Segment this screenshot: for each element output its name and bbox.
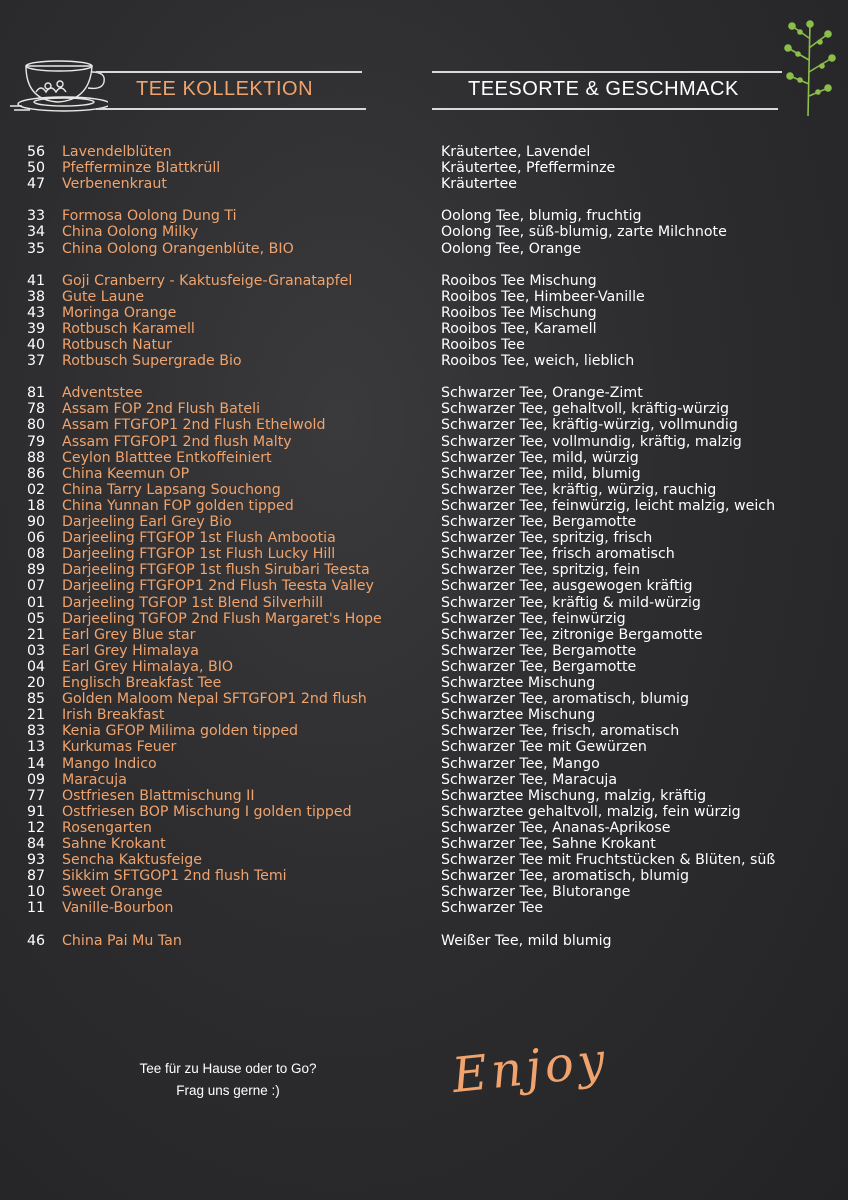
tea-row (0, 208, 848, 224)
tea-name: China Tarry Lapsang Souchong (62, 481, 281, 498)
tea-name: Darjeeling FTGFOP 1st Flush Ambootia (62, 530, 336, 547)
tea-name: Assam FOP 2nd Flush Bateli (62, 401, 261, 418)
tea-name: Formosa Oolong Dung Ti (62, 208, 237, 225)
tea-description: Schwarzer Tee, Maracuja (441, 771, 618, 788)
tea-row (0, 562, 848, 578)
tea-row (0, 707, 848, 723)
tea-description: Schwarzer Tee, feinwürzig (441, 610, 626, 627)
tea-name: Sweet Orange (62, 884, 163, 901)
tea-row (0, 482, 848, 498)
tea-name: China Keemun OP (62, 465, 190, 482)
tea-number: 06 (26, 530, 45, 547)
tea-description: Schwarzer Tee, frisch aromatisch (441, 546, 675, 563)
tea-description: Rooibos Tee Mischung (441, 272, 597, 289)
tea-number: 14 (26, 755, 45, 772)
tea-name: Darjeeling Earl Grey Bio (62, 514, 232, 530)
tea-number: 39 (26, 320, 45, 337)
tea-name: Goji Cranberry - Kaktusfeige-Granatapfel (62, 272, 353, 289)
tea-description: Rooibos Tee Mischung (441, 304, 597, 321)
tea-description: Schwarztee Mischung, malzig, kräftig (441, 787, 707, 804)
tea-description: Rooibos Tee, Himbeer-Vanille (441, 288, 645, 305)
tea-collection-heading: TEE KOLLEKTION (136, 78, 314, 100)
tea-name: Golden Maloom Nepal SFTGFOP1 2nd flush (62, 691, 367, 708)
tea-number: 90 (26, 514, 45, 530)
tea-name: Mango Indico (62, 755, 157, 772)
tea-description: Rooibos Tee (441, 337, 525, 353)
tea-row (0, 933, 848, 949)
tea-row (0, 144, 848, 160)
tea-description: Schwarzer Tee, mild, würzig (441, 449, 639, 466)
tea-description: Schwarzer Tee, ausgewogen kräftig (441, 578, 693, 595)
tea-row (0, 434, 848, 450)
tea-description: Schwarzer Tee, vollmundig, kräftig, malzig (441, 433, 742, 450)
tea-name: Ceylon Blatttee Entkoffeiniert (62, 449, 272, 466)
tea-number: 38 (26, 288, 45, 305)
tea-name: Assam FTGFOP1 2nd Flush Ethelwold (62, 417, 326, 434)
tea-number: 05 (26, 610, 45, 627)
header-rule-right (432, 71, 782, 73)
tea-number: 21 (26, 707, 45, 724)
header-rule-left-bottom (96, 108, 366, 110)
tea-description: Kräutertee, Pfefferminze (441, 160, 616, 177)
footer-line-1: Tee für zu Hause oder to Go? (139, 1061, 317, 1076)
tea-number: 81 (26, 385, 45, 402)
tea-row (0, 884, 848, 900)
tea-description: Schwarzer Tee, gehaltvoll, kräftig-würzig (441, 401, 730, 418)
tea-description: Schwarzer Tee, frisch, aromatisch (441, 723, 680, 740)
tea-name: Earl Grey Blue star (62, 626, 196, 643)
tea-row (0, 450, 848, 466)
tea-number: 85 (26, 691, 45, 708)
tea-number: 78 (26, 401, 45, 418)
tea-number: 12 (26, 819, 45, 836)
tea-name: Lavendelblüten (62, 144, 172, 160)
tea-description: Schwarztee Mischung (441, 707, 596, 724)
tea-description: Schwarzer Tee, zitronige Bergamotte (441, 626, 703, 643)
tea-number: 01 (26, 594, 45, 611)
tea-number: 43 (26, 304, 45, 321)
tea-row (0, 659, 848, 675)
tea-name: Sencha Kaktusfeige (62, 852, 203, 869)
tea-description: Schwarzer Tee, Bergamotte (441, 658, 637, 675)
tea-name: Darjeeling TGFOP 2nd Flush Margaret's Hope (62, 610, 382, 627)
tea-name: Darjeeling TGFOP 1st Blend Silverhill (62, 594, 324, 611)
herb-sprig-icon (778, 18, 840, 118)
tea-row (0, 224, 848, 240)
tea-number: 91 (26, 803, 45, 820)
tea-description: Schwarzer Tee, Mango (441, 755, 600, 772)
tea-row (0, 417, 848, 433)
tea-name: Adventstee (62, 385, 143, 402)
tea-description: Schwarzer Tee, Orange-Zimt (441, 385, 643, 402)
tea-description: Rooibos Tee, weich, lieblich (441, 353, 635, 370)
tea-number: 87 (26, 868, 45, 885)
tea-number: 08 (26, 546, 45, 563)
tea-number: 50 (26, 160, 45, 177)
tea-description: Schwarztee gehaltvoll, malzig, fein würzig (441, 803, 741, 820)
tea-row (0, 788, 848, 804)
tea-name: Gute Laune (62, 288, 145, 305)
tea-name: Darjeeling FTGFOP 1st flush Sirubari Teesta (62, 562, 370, 579)
tea-description: Schwarzer Tee, Bergamotte (441, 514, 637, 530)
tea-number: 11 (26, 900, 45, 917)
tea-number: 46 (26, 932, 45, 949)
tea-name: Pfefferminze Blattkrüll (62, 160, 221, 177)
tea-description: Schwarztee Mischung (441, 675, 596, 691)
tea-name: China Oolong Orangenblüte, BIO (62, 240, 294, 257)
tea-description: Schwarzer Tee, Blutorange (441, 884, 631, 901)
tea-description: Oolong Tee, süß-blumig, zarte Milchnote (441, 224, 727, 241)
footer-note (100, 1058, 356, 1102)
tea-name: Darjeeling FTGFOP 1st Flush Lucky Hill (62, 546, 336, 563)
tea-number: 40 (26, 337, 45, 353)
tea-row (0, 514, 848, 530)
tea-name: Englisch Breakfast Tee (62, 675, 222, 691)
tea-name: Moringa Orange (62, 304, 177, 321)
tea-number: 10 (26, 884, 45, 901)
tea-number: 79 (26, 433, 45, 450)
tea-name: Earl Grey Himalaya (62, 642, 199, 659)
tea-name: Rosengarten (62, 819, 152, 836)
tea-row (0, 836, 848, 852)
tea-row (0, 868, 848, 884)
tea-number: 93 (26, 852, 45, 869)
tea-description: Kräutertee (441, 176, 517, 193)
tea-number: 56 (26, 144, 45, 160)
tea-row (0, 353, 848, 369)
tea-row (0, 160, 848, 176)
tea-number: 84 (26, 836, 45, 852)
tea-description: Oolong Tee, Orange (441, 240, 582, 257)
tea-row (0, 578, 848, 594)
tea-row (0, 723, 848, 739)
tea-name: Sikkim SFTGOP1 2nd flush Temi (62, 868, 287, 885)
tea-description: Schwarzer Tee, Ananas-Aprikose (441, 819, 671, 836)
tea-description: Schwarzer Tee, spritzig, fein (441, 562, 640, 579)
tea-description: Oolong Tee, blumig, fruchtig (441, 208, 642, 225)
tea-name: Rotbusch Karamell (62, 320, 195, 337)
tea-number: 35 (26, 240, 45, 257)
tea-number: 77 (26, 787, 45, 804)
tea-row (0, 289, 848, 305)
tea-description: Schwarzer Tee, kräftig, würzig, rauchig (441, 481, 717, 498)
tea-number: 04 (26, 658, 45, 675)
tea-number: 09 (26, 771, 45, 788)
tea-row (0, 466, 848, 482)
tea-name: China Pai Mu Tan (62, 932, 182, 949)
tea-description: Schwarzer Tee, spritzig, frisch (441, 530, 653, 547)
tea-number: 83 (26, 723, 45, 740)
tea-description: Schwarzer Tee (441, 900, 544, 917)
tea-name: Earl Grey Himalaya, BIO (62, 658, 234, 675)
tea-row (0, 401, 848, 417)
tea-description: Schwarzer Tee mit Fruchtstücken & Blüten, süß (441, 852, 776, 869)
tea-row (0, 643, 848, 659)
tea-name: China Yunnan FOP golden tipped (62, 497, 294, 514)
tea-type-flavor-heading: TEESORTE & GESCHMACK (468, 78, 739, 100)
tea-row (0, 756, 848, 772)
tea-description: Weißer Tee, mild blumig (441, 932, 612, 949)
tea-name: Rotbusch Supergrade Bio (62, 353, 242, 370)
tea-row (0, 498, 848, 514)
footer-line-2: Frag uns gerne :) (176, 1083, 280, 1098)
tea-name: Verbenenkraut (62, 176, 167, 193)
header-rule-left (96, 71, 362, 73)
tea-row (0, 804, 848, 820)
tea-description: Schwarzer Tee, kräftig-würzig, vollmundig (441, 417, 738, 434)
tea-name: Kurkumas Feuer (62, 739, 177, 756)
tea-number: 33 (26, 208, 45, 225)
tea-description: Schwarzer Tee, kräftig & mild-würzig (441, 594, 701, 611)
teacup-icon (8, 56, 108, 116)
tea-number: 07 (26, 578, 45, 595)
tea-row (0, 739, 848, 755)
tea-row (0, 611, 848, 627)
tea-number: 34 (26, 224, 45, 241)
tea-number: 21 (26, 626, 45, 643)
tea-number: 18 (26, 497, 45, 514)
tea-row (0, 241, 848, 257)
tea-row (0, 546, 848, 562)
tea-description: Schwarzer Tee mit Gewürzen (441, 739, 647, 756)
tea-row (0, 385, 848, 401)
tea-number: 20 (26, 675, 45, 691)
tea-number: 47 (26, 176, 45, 193)
tea-name: Ostfriesen BOP Mischung I golden tipped (62, 803, 352, 820)
tea-number: 02 (26, 481, 45, 498)
tea-name: Darjeeling FTGFOP1 2nd Flush Teesta Valley (62, 578, 374, 595)
tea-row (0, 675, 848, 691)
tea-name: Sahne Krokant (62, 836, 166, 852)
tea-name: Rotbusch Natur (62, 337, 172, 353)
header-rule-right-bottom (432, 108, 778, 110)
tea-number: 88 (26, 449, 45, 466)
tea-description: Schwarzer Tee, feinwürzig, leicht malzig, weich (441, 497, 776, 514)
tea-description: Schwarzer Tee, aromatisch, blumig (441, 691, 690, 708)
tea-row (0, 337, 848, 353)
tea-row (0, 772, 848, 788)
tea-description: Schwarzer Tee, mild, blumig (441, 465, 641, 482)
tea-number: 37 (26, 353, 45, 370)
tea-name: Kenia GFOP Milima golden tipped (62, 723, 299, 740)
tea-row (0, 305, 848, 321)
tea-number: 80 (26, 417, 45, 434)
tea-description: Kräutertee, Lavendel (441, 144, 591, 160)
tea-row (0, 176, 848, 192)
tea-number: 13 (26, 739, 45, 756)
tea-row (0, 595, 848, 611)
tea-description: Rooibos Tee, Karamell (441, 320, 597, 337)
tea-name: China Oolong Milky (62, 224, 199, 241)
tea-row (0, 852, 848, 868)
tea-row (0, 900, 848, 916)
enjoy-script: Enjoy (449, 1031, 612, 1105)
tea-name: Vanille-Bourbon (62, 900, 174, 917)
tea-name: Irish Breakfast (62, 707, 165, 724)
tea-number: 86 (26, 465, 45, 482)
tea-name: Assam FTGFOP1 2nd flush Malty (62, 433, 292, 450)
tea-number: 03 (26, 642, 45, 659)
tea-description: Schwarzer Tee, Sahne Krokant (441, 836, 656, 852)
tea-name: Maracuja (62, 771, 127, 788)
tea-row (0, 627, 848, 643)
tea-description: Schwarzer Tee, Bergamotte (441, 642, 637, 659)
tea-description: Schwarzer Tee, aromatisch, blumig (441, 868, 690, 885)
tea-row (0, 321, 848, 337)
tea-row (0, 273, 848, 289)
tea-number: 41 (26, 272, 45, 289)
tea-row (0, 691, 848, 707)
tea-row (0, 530, 848, 546)
tea-number: 89 (26, 562, 45, 579)
tea-name: Ostfriesen Blattmischung II (62, 787, 255, 804)
tea-row (0, 820, 848, 836)
